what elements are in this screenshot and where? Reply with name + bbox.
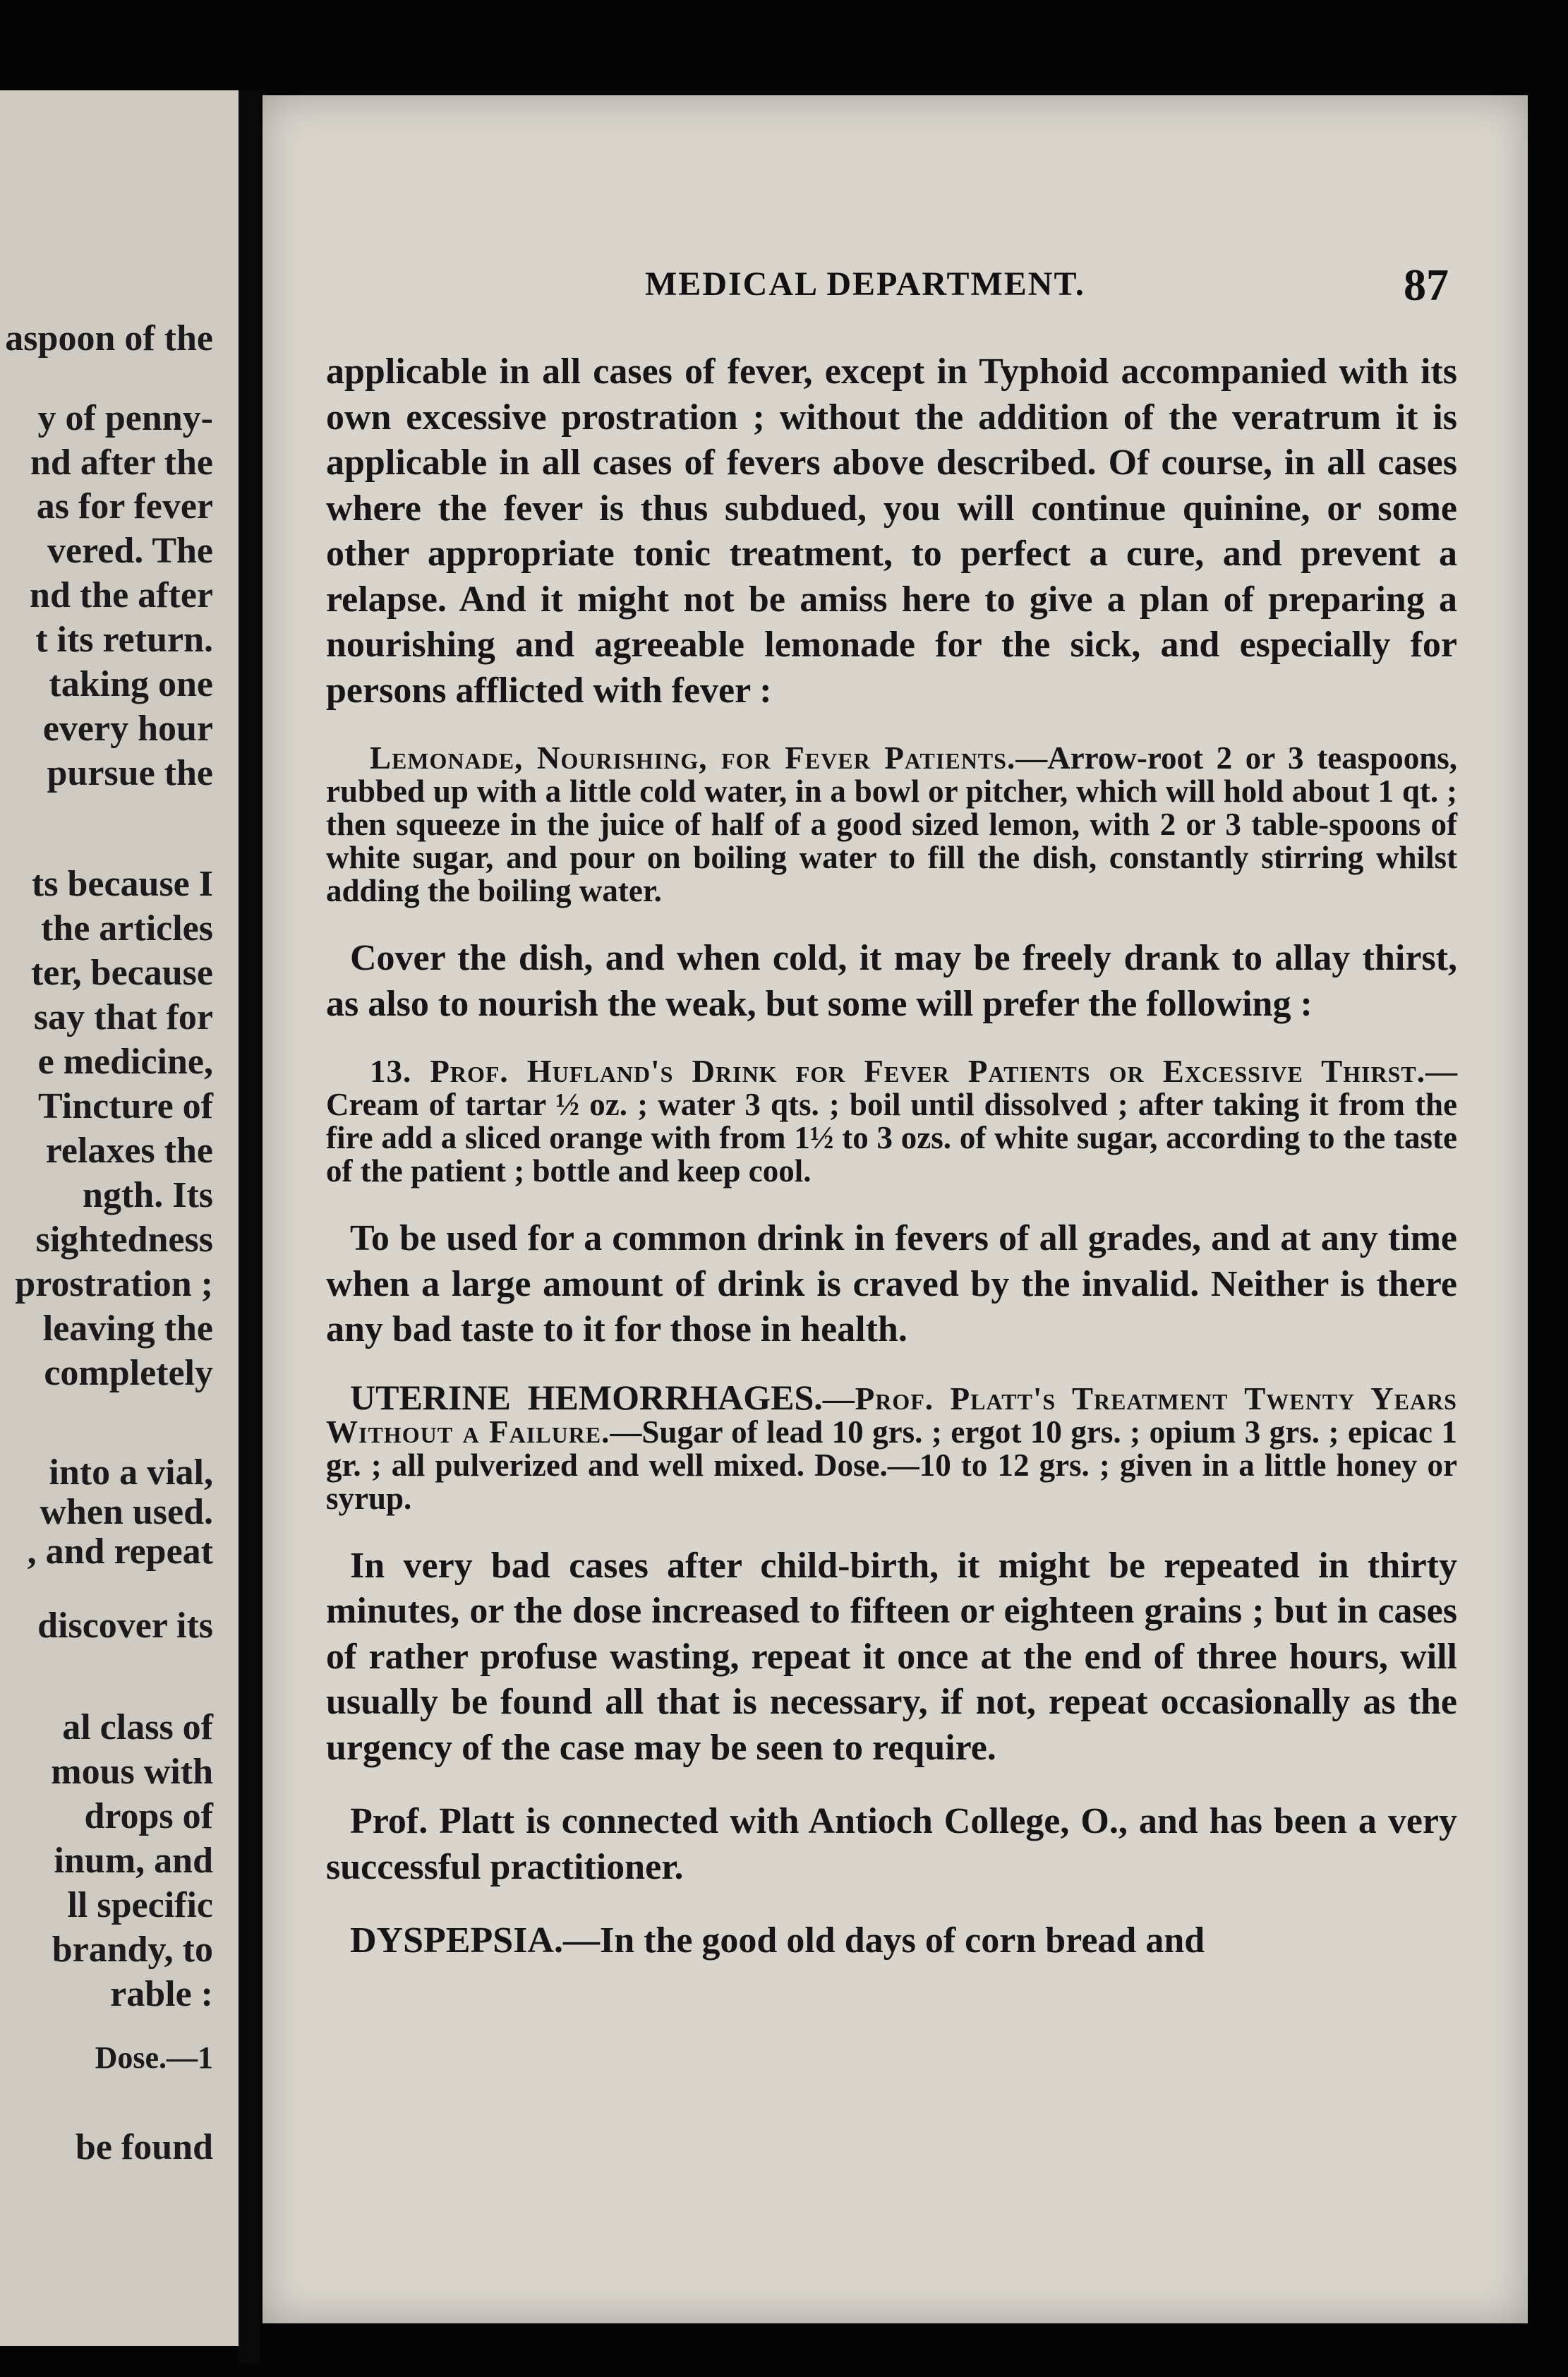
- paragraph-fever-treatment: applicable in all cases of fever, except in Typhoid accompanied with its own excessive prostration ; without the addition of the veratrum it is applicable in all cases of fevers above described. Of course, in all cases where the fever is thus subdued, you will continue quinine, or some other appropriate tonic treatment, to perfect a cure, and prevent a relapse. And it might not be amiss here to give a plan of preparing a nourishing and agreeable lemonade for the sick, and especially for persons afflicted with fever :: [326, 351, 1457, 711]
- left-line: aspoon of the: [5, 318, 213, 359]
- running-title: MEDICAL DEPARTMENT.: [645, 265, 1085, 303]
- page-body: [326, 349, 1457, 1964]
- section-heading: UTERINE HEMORRHAGES.: [350, 1377, 823, 1417]
- paragraph-prof-platt: Prof. Platt is connected with Antioch College, O., and has been a very successful practitioner.: [326, 1801, 1457, 1887]
- recipe-title: Lemonade, Nourishing, for Fever Patients.: [370, 740, 1016, 776]
- page-header: [263, 260, 1528, 321]
- left-line: discover its: [37, 1606, 213, 1646]
- left-line: ngth. Its: [83, 1175, 213, 1215]
- left-line: ter, because: [30, 953, 213, 993]
- left-line: nd after the: [30, 443, 213, 483]
- left-line: e medicine,: [37, 1042, 213, 1082]
- left-line: ll specific: [67, 1885, 213, 1925]
- left-line: relaxes the: [45, 1131, 213, 1171]
- left-line: sightedness: [35, 1220, 213, 1260]
- recipe-text: —Sugar of lead 10 grs. ; ergot 10 grs. ; opium 3 grs. ; epicac 1 gr. ; all pulverized and well mixed. Dose.—10 to 12 grs. ; given in a little honey or syrup.: [326, 1414, 1457, 1516]
- left-line: al class of: [62, 1707, 213, 1747]
- recipe-uterine-hemorrhages: [326, 1377, 1457, 1516]
- left-line: as for fever: [36, 486, 213, 526]
- book-gutter: [239, 90, 260, 2363]
- left-page-fragment: [0, 90, 239, 2346]
- left-line: rable :: [110, 1974, 213, 2014]
- left-line: taking one: [49, 664, 213, 704]
- left-line: ts because I: [31, 864, 213, 904]
- left-line: every hour: [42, 709, 213, 749]
- recipe-hufland-drink: [326, 1055, 1457, 1188]
- paragraph-common-drink: To be used for a common drink in fevers of all grades, and at any time when a large amount of drink is craved by the invalid. Neither is there any bad taste to it for those in health.: [326, 1218, 1457, 1349]
- left-line: when used.: [40, 1492, 213, 1532]
- left-line: t its return.: [35, 620, 213, 660]
- left-line: brandy, to: [52, 1930, 213, 1970]
- left-line: vered. The: [47, 531, 213, 571]
- left-line: inum, and: [54, 1841, 213, 1881]
- paragraph-cover-dish: Cover the dish, and when cold, it may be freely drank to allay thirst, as also to nourish the weak, but some will prefer the following :: [326, 938, 1457, 1024]
- left-line: the articles: [40, 908, 213, 949]
- paragraph-child-birth: In very bad cases after child-birth, it might be repeated in thirty minutes, or the dose increased to fifteen or eighteen grains ; but in cases of rather profuse wasting, repeat it once at the end of three hours, will usually be found all that is necessary, if not, repeat occasionally as the urgency of the case may be seen to require.: [326, 1545, 1457, 1768]
- recipe-lemonade: [326, 742, 1457, 908]
- left-line: say that for: [33, 997, 213, 1037]
- paragraph-dyspepsia: [326, 1918, 1457, 1964]
- left-line: leaving the: [42, 1308, 213, 1349]
- left-line: pursue the: [47, 753, 213, 793]
- recipe-title: 13. Prof. Hufland's Drink for Fever Patients or Excessive Thirst.: [370, 1054, 1425, 1089]
- left-line: , and repeat: [27, 1531, 213, 1572]
- left-line: be found: [75, 2127, 213, 2167]
- left-line: y of penny-: [37, 398, 213, 438]
- book-page: [263, 95, 1528, 2323]
- left-line: into a vial,: [49, 1452, 213, 1493]
- recipe-text: —Cream of tartar ½ oz. ; water 3 qts. ; boil until dissolved ; after taking it from the fire add a sliced orange with from 1½ to 3 ozs. of white sugar, according to the taste of the patient ; bottle and keep cool.: [326, 1054, 1457, 1188]
- paragraph-text: —In the good old days of corn bread and: [562, 1920, 1205, 1961]
- section-heading: DYSPEPSIA.: [350, 1920, 563, 1961]
- recipe-text: —Arrow-root 2 or 3 teaspoons, rubbed up with a little cold water, in a bowl or pitcher, which will hold about 1 qt. ; then squeeze in the juice of half of a good sized lemon, with 2 or 3 table-spoons of white sugar, and pour on boiling water to fill the dish, constantly stirring whilst adding the boiling water.: [326, 740, 1457, 908]
- left-line: completely: [44, 1353, 213, 1393]
- left-line: drops of: [84, 1796, 213, 1836]
- left-line: prostration ;: [15, 1264, 213, 1304]
- left-line: mous with: [51, 1752, 213, 1792]
- left-line: Tincture of: [38, 1086, 213, 1126]
- recipe-subtitle: —Prof. Platt's Treatment Twenty Years Without a Failure.: [326, 1380, 1457, 1450]
- page-number: 87: [1404, 260, 1449, 310]
- left-line: nd the after: [30, 575, 213, 615]
- left-line: Dose.—1: [95, 2040, 213, 2075]
